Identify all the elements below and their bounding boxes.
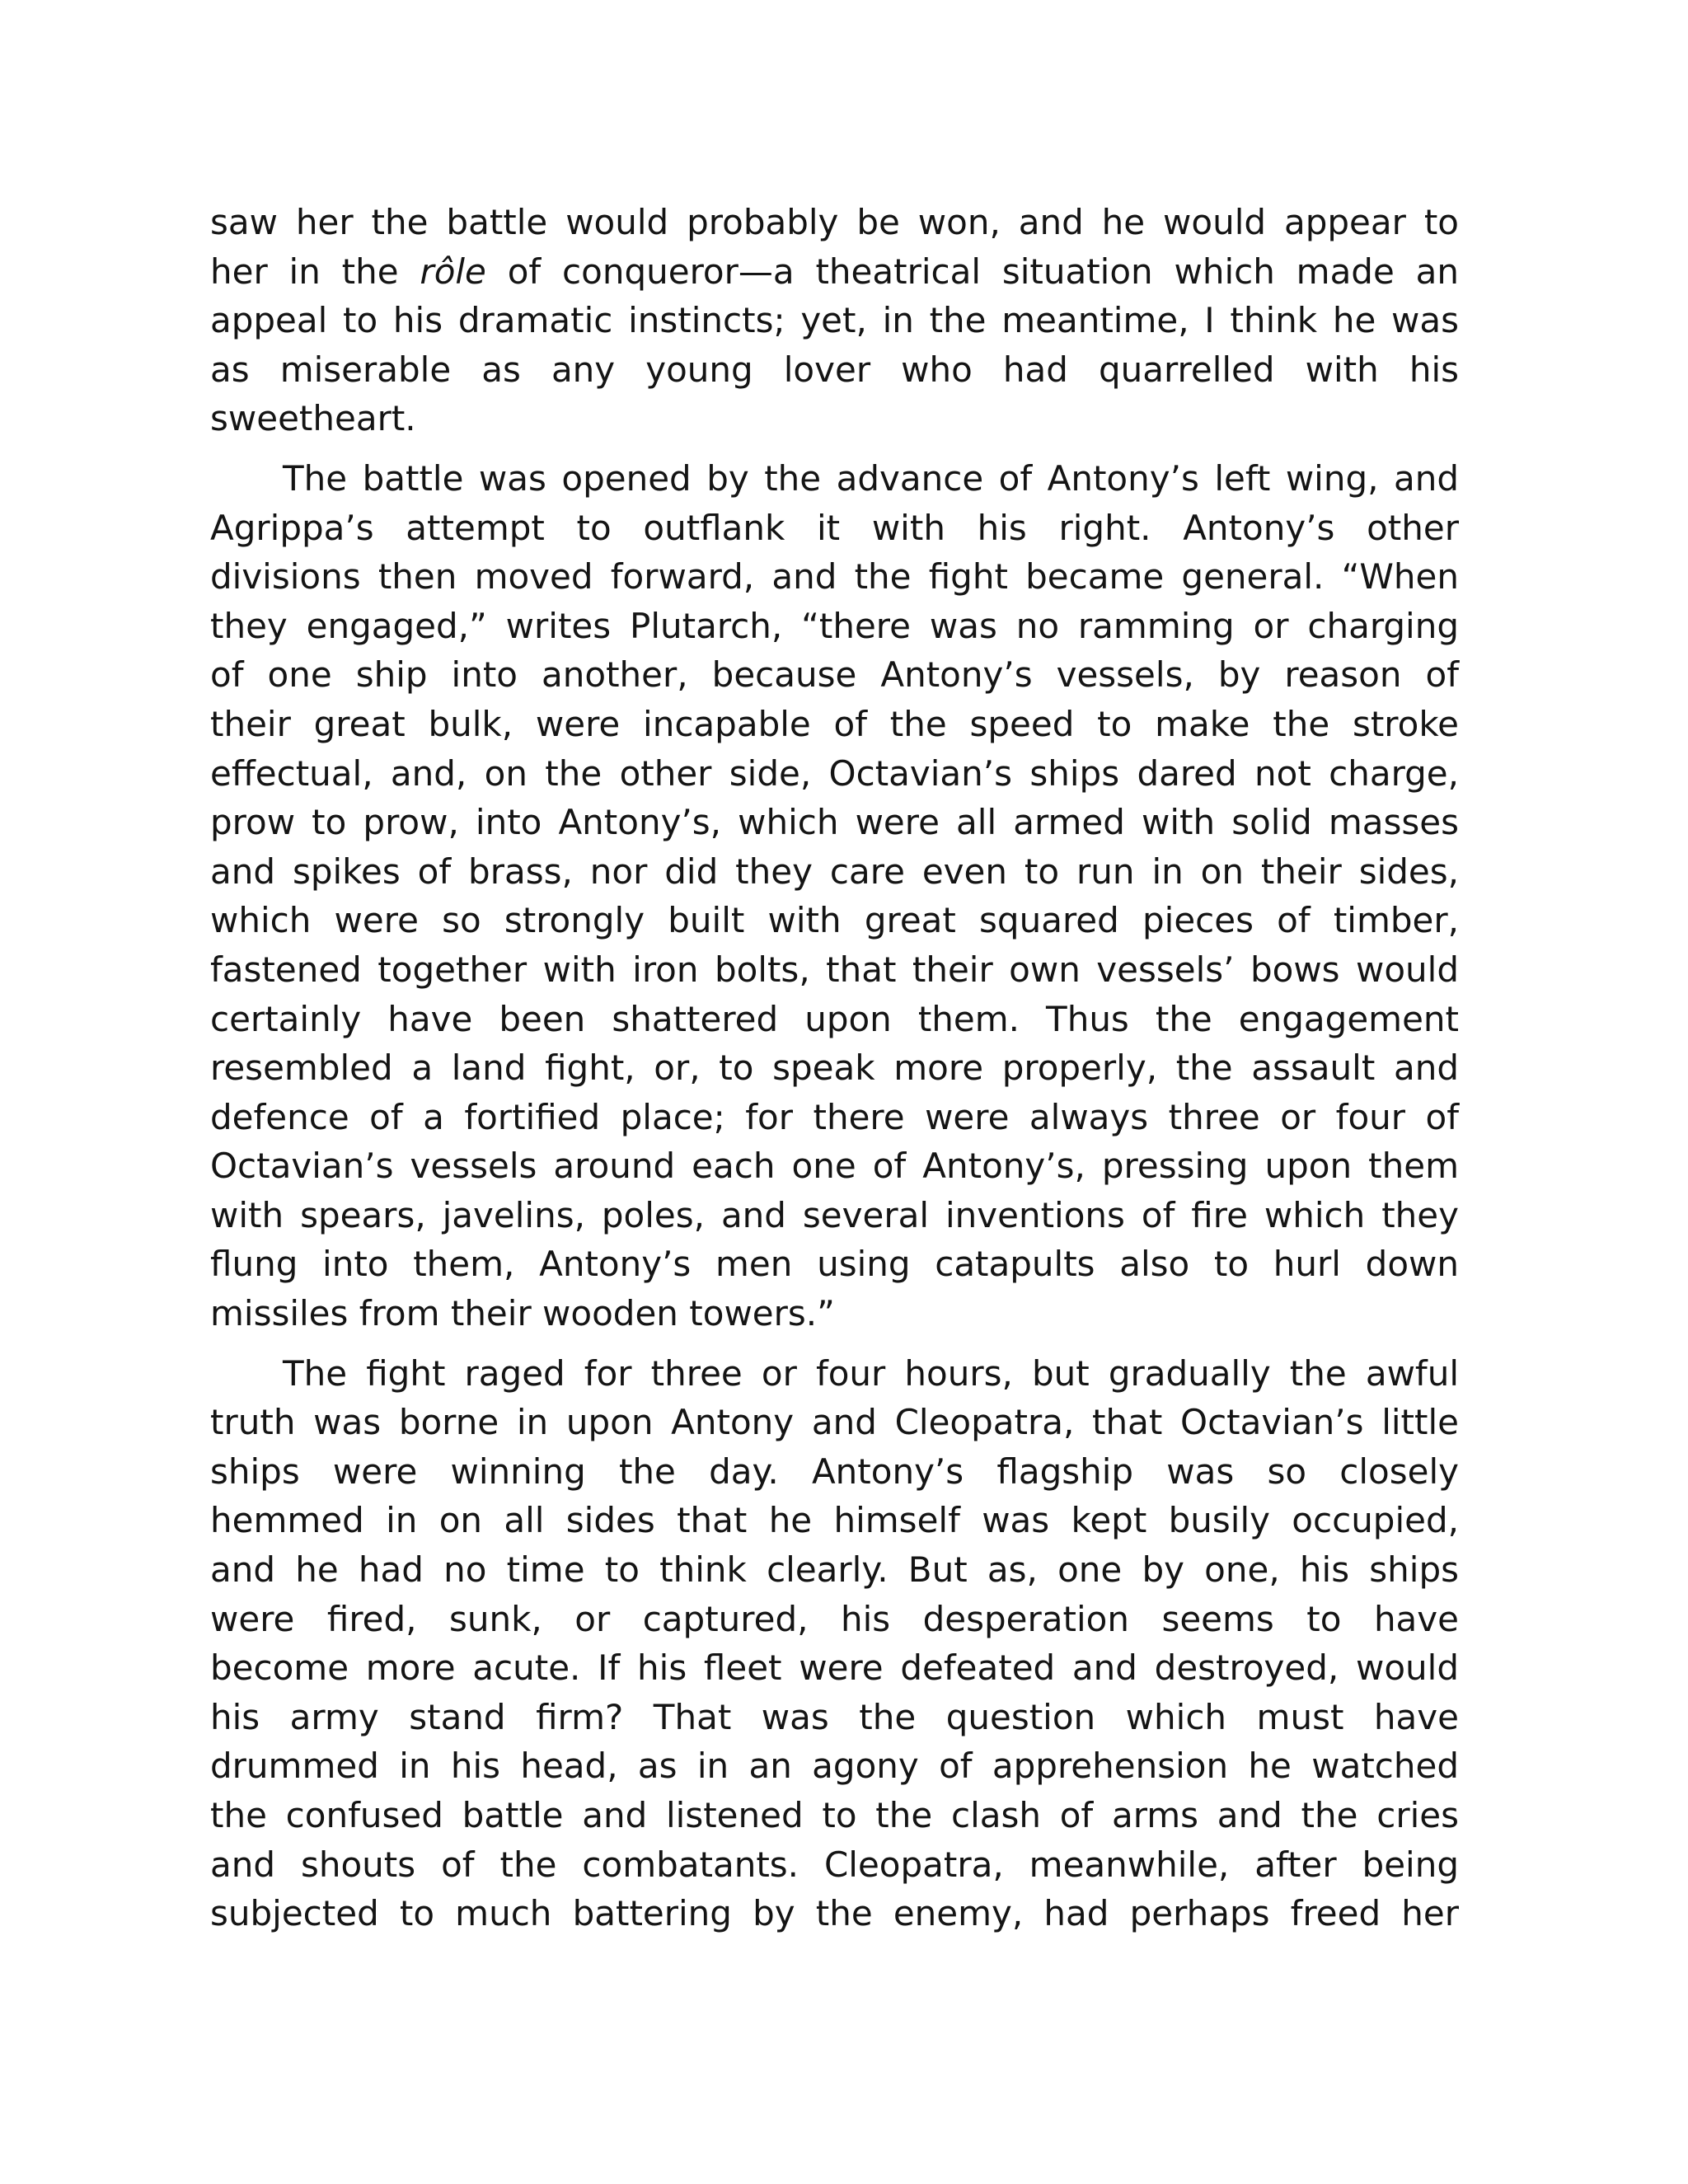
- text-line: certainly have been shattered upon them. Thus the engagement: [210, 998, 1459, 1039]
- text-line: which were so strongly built with great squared pieces of timber,: [210, 900, 1459, 941]
- text-line: the confused battle and listened to the clash of arms and the cries: [210, 1795, 1459, 1835]
- text-line: missiles from their wooden towers.”: [210, 1293, 835, 1334]
- text-line: as miserable as any young lover who had quarrelled with his: [210, 349, 1459, 390]
- text-line: divisions then moved forward, and the fight became general. “When: [210, 556, 1459, 598]
- text-line: Agrippa’s attempt to outflank it with his right. Antony’s other: [210, 507, 1459, 548]
- text-line: truth was borne in upon Antony and Cleopatra, that Octavian’s little: [210, 1402, 1459, 1443]
- text-line: fastened together with iron bolts, that their own vessels’ bows would: [210, 949, 1459, 990]
- text-line: effectual, and, on the other side, Octavian’s ships dared not charge,: [210, 752, 1459, 794]
- text-line: The fight raged for three or four hours, but gradually the awful: [283, 1352, 1459, 1394]
- text-line: sweetheart.: [210, 398, 416, 439]
- text-line: resembled a land fight, or, to speak more properly, the assault and: [210, 1047, 1459, 1089]
- text-line: prow to prow, into Antony’s, which were all armed with solid masses: [210, 802, 1459, 843]
- text-line: and shouts of the combatants. Cleopatra, meanwhile, after being: [210, 1844, 1459, 1885]
- paragraph-1: [210, 198, 1459, 443]
- text-line: drummed in his head, as in an agony of apprehension he watched: [210, 1746, 1459, 1787]
- text-line: with spears, javelins, poles, and several inventions of fire which they: [210, 1194, 1459, 1235]
- text-line: subjected to much battering by the enemy, had perhaps freed her: [210, 1893, 1459, 1934]
- paragraph-3: [210, 1349, 1459, 1938]
- text-line: The battle was opened by the advance of Antony’s left wing, and: [283, 457, 1459, 499]
- text-line: appeal to his dramatic instincts; yet, in the meantime, I think he was: [210, 300, 1459, 341]
- text-line: their great bulk, were incapable of the speed to make the stroke: [210, 703, 1459, 744]
- text-line: Octavian’s vessels around each one of Antony’s, pressing upon them: [210, 1146, 1459, 1187]
- text-line: defence of a fortified place; for there were always three or four of: [210, 1096, 1459, 1137]
- text-line: her in the rôle of conqueror—a theatrical situation which made an: [210, 251, 1459, 292]
- text-line: become more acute. If his fleet were defeated and destroyed, would: [210, 1647, 1459, 1689]
- text-line: of one ship into another, because Antony’s vessels, by reason of: [210, 654, 1459, 696]
- text-line: flung into them, Antony’s men using catapults also to hurl down: [210, 1244, 1459, 1285]
- text-line: and spikes of brass, nor did they care even to run in on their sides,: [210, 851, 1459, 892]
- text-line: they engaged,” writes Plutarch, “there was no ramming or charging: [210, 605, 1459, 646]
- italic-word: rôle: [420, 251, 486, 292]
- text-line: were fired, sunk, or captured, his desperation seems to have: [210, 1598, 1459, 1639]
- paragraph-2: [210, 454, 1459, 1338]
- text-line: hemmed in on all sides that he himself was kept busily occupied,: [210, 1500, 1459, 1541]
- text-line: his army stand firm? That was the question which must have: [210, 1696, 1459, 1737]
- text-line: and he had no time to think clearly. But as, one by one, his ships: [210, 1549, 1459, 1591]
- body-text: [210, 198, 1459, 1938]
- text-line: saw her the battle would probably be won, and he would appear to: [210, 202, 1459, 242]
- text-line: ships were winning the day. Antony’s flagship was so closely: [210, 1451, 1459, 1492]
